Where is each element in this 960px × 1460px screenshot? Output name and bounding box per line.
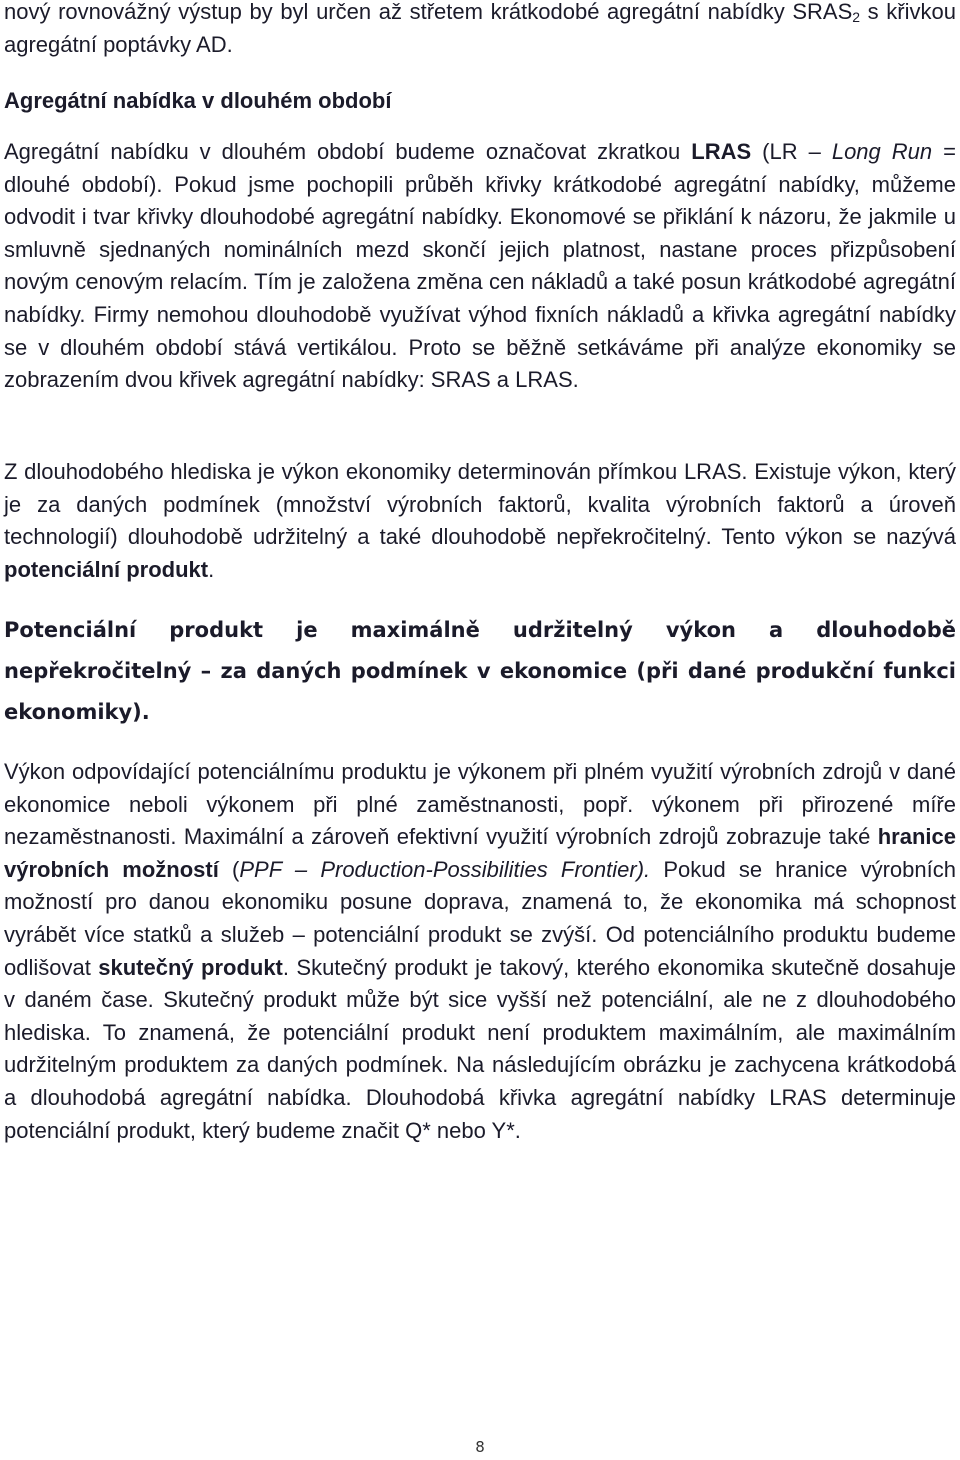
text-segment: . [208,556,215,582]
text-segment: Výkon odpovídající potenciálnímu produktu je výkonem při plném využití výrobních zdrojů v dané ekonomice neboli výkonem při plné zaměstnanosti, popř. výkonem při přirozené míře nezaměstnanosti. Maximální a zároveň efektivní využití výrobních zdrojů zobrazuje také [4,759,956,850]
bold-term: LRAS [691,139,752,164]
paragraph-intro [4,0,956,61]
bold-term: hranice výrobních možností [4,824,956,882]
text-segment: s křivkou agregátní poptávky AD. [4,0,956,57]
text-segment: (LR – [751,139,832,164]
paragraph-lras [4,136,956,397]
italic-term: Long Run [831,139,933,164]
definition-box: Potenciální produkt je maximálně udržitelný výkon a dlouhodobě nepřekročitelný – za daných podmínek v ekonomice (při dané produkční funkci ekonomiky). [4,618,956,724]
text-segment: ( [218,856,240,882]
text-segment: = dlouhé období). Pokud jsme pochopili průběh křivky krátkodobé agregátní nabídky, můžeme odvodit i tvar křivky dlouhodobé agregátní nabídky. Ekonomové se přiklání k názoru, že jakmile u smluvně sjednaných nominálních mezd skončí jejich platnost, nastane proces přizpůsobení novým cenovým relacím. Tím je založena změna cen nákladů a také posun krátkodobé agregátní nabídky. Firmy nemohou dlouhodobě využívat výhod fixních nákladů a křivka agregátní nabídky se v dlouhém období stává vertikálou. Proto se běžně setkáváme při analýze ekonomiky se zobrazením dvou křivek agregátní nabídky: SRAS a LRAS. [4,139,956,393]
italic-term: PPF – Production-Possibilities Frontier). [239,856,651,882]
text-segment: nový rovnovážný výstup by byl určen až střetem krátkodobé agregátní nabídky SRAS [4,0,853,24]
bold-term: skutečný produkt [98,954,283,980]
text-segment: Agregátní nabídku v dlouhém období budeme označovat zkratkou [4,139,692,164]
paragraph-output [4,756,956,1147]
section-heading: Agregátní nabídka v dlouhém období [4,88,392,113]
page-number: 8 [475,1438,485,1456]
bold-term: potenciální produkt [4,556,209,582]
subscript: 2 [852,9,861,25]
text-segment: Z dlouhodobého hlediska je výkon ekonomiky determinován přímkou LRAS. Existuje výkon, který je za daných podmínek (množství výrobních faktorů, kvalita výrobních faktorů a úroveň technologií) dlouhodobě udržitelný a také dlouhodobě nepřekročitelný. Tento výkon se nazývá [4,459,956,550]
text-segment: Pokud se hranice výrobních možností pro danou ekonomiku posune doprava, znamená to, že ekonomika má schopnost vyrábět více statků a služeb – potenciální produkt se zvýší. Od potenciálního produktu budeme odlišovat [4,856,956,980]
text-segment: . Skutečný produkt je takový, kterého ekonomika skutečně dosahuje v daném čase. Skutečný produkt může být sice vyšší než potenciální, ale ne z dlouhodobého hlediska. To znamená, že potenciální produkt není produktem maximálním, ale maximálním udržitelným produktem za daných podmínek. Na následujícím obrázku je zachycena krátkodobá a dlouhodobá agregátní nabídka. Dlouhodobá křivka agregátní nabídky LRAS determinuje potenciální produkt, který budeme značit Q* nebo Y*. [4,954,956,1143]
paragraph-potential [4,456,956,586]
